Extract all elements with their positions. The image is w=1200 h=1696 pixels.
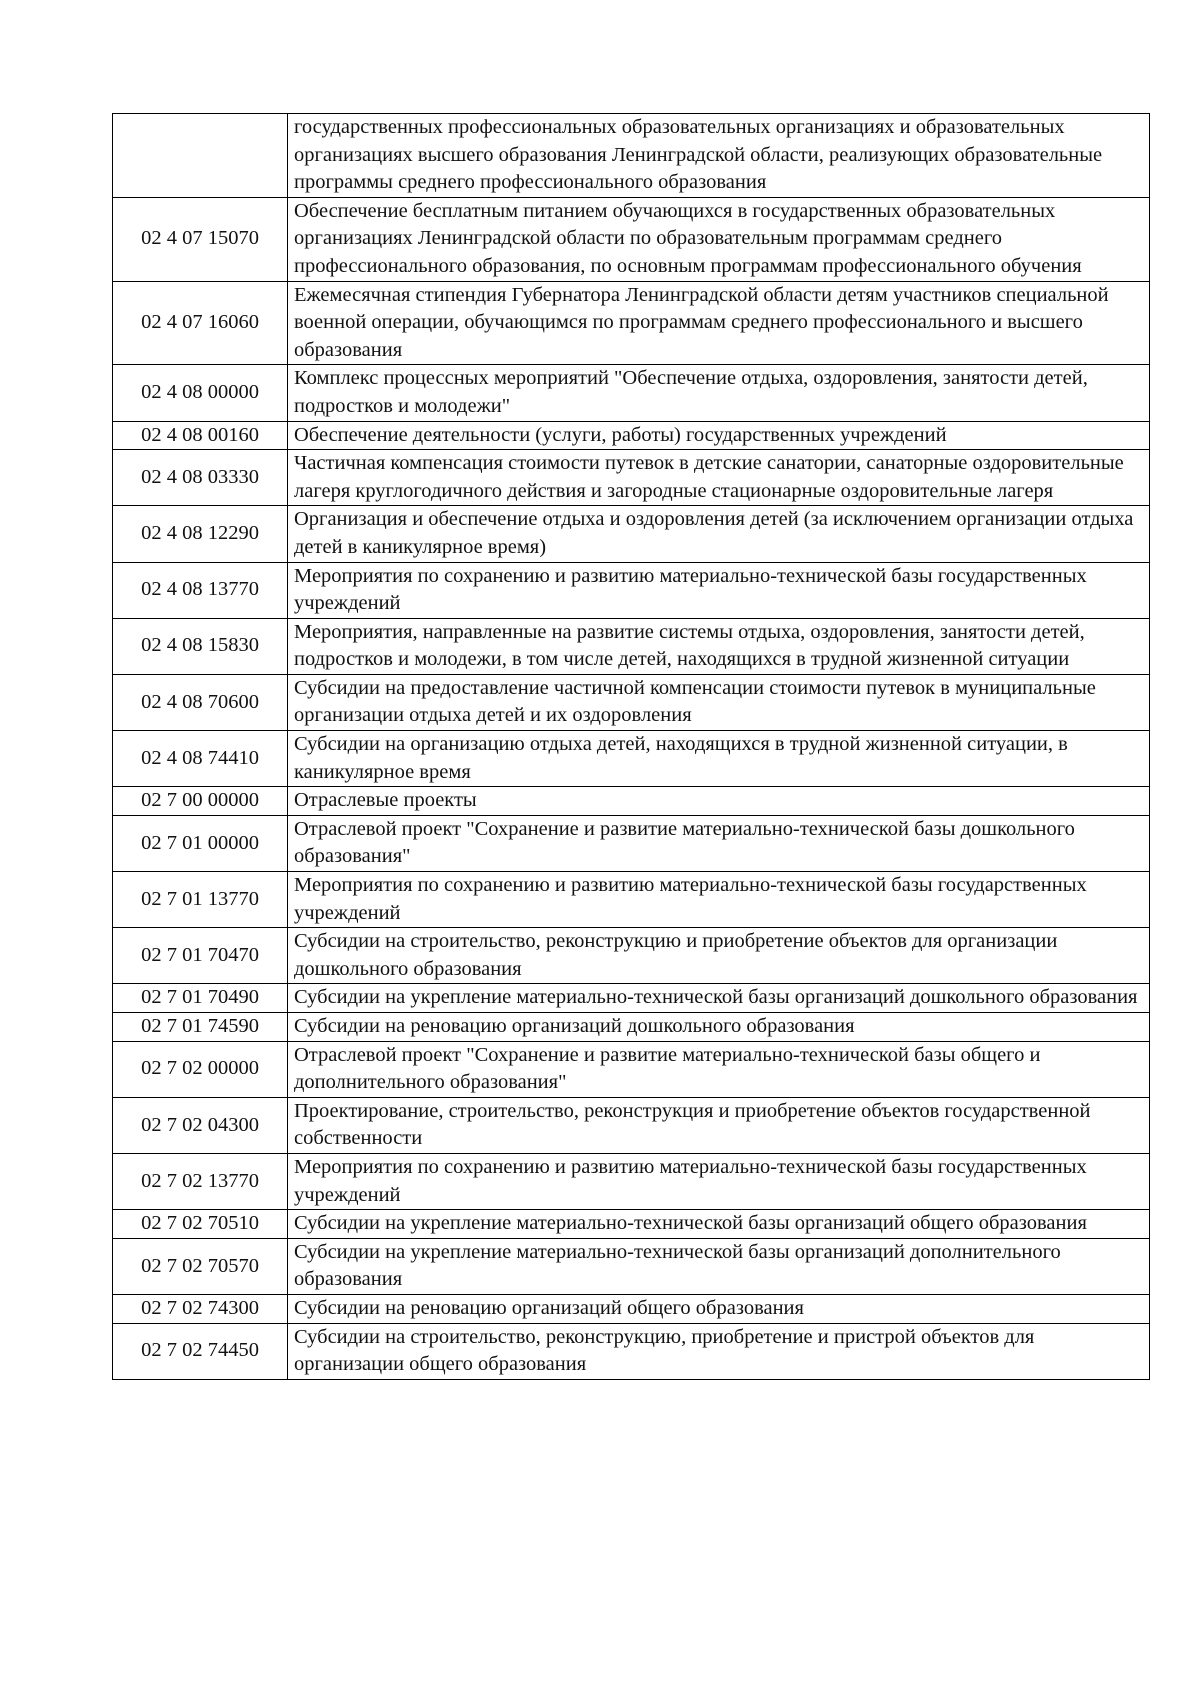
row-code-cell: 02 4 08 15830 (113, 618, 288, 674)
table-row (113, 815, 1150, 871)
row-code-cell: 02 4 08 12290 (113, 506, 288, 562)
table-row (113, 114, 1150, 198)
row-description-cell: Проектирование, строительство, реконструкция и приобретение объектов государственной собственности (288, 1097, 1150, 1153)
row-description-cell: Мероприятия, направленные на развитие системы отдыха, оздоровления, занятости детей, подростков и молодежи, в том числе детей, находящихся в трудной жизненной ситуации (288, 618, 1150, 674)
row-code-cell: 02 7 02 70570 (113, 1238, 288, 1294)
row-description-cell: Субсидии на укрепление материально-технической базы организаций дошкольного образования (288, 984, 1150, 1013)
row-description-cell: Отраслевой проект "Сохранение и развитие материально-технической базы общего и дополнительного образования" (288, 1041, 1150, 1097)
row-description-cell: Субсидии на предоставление частичной компенсации стоимости путевок в муниципальные организации отдыха детей и их оздоровления (288, 674, 1150, 730)
table-row (113, 1238, 1150, 1294)
row-description-cell: Субсидии на укрепление материально-технической базы организаций общего образования (288, 1210, 1150, 1239)
row-code-cell: 02 7 02 74450 (113, 1323, 288, 1379)
row-code-cell: 02 4 08 70600 (113, 674, 288, 730)
table-row (113, 787, 1150, 816)
row-code-cell (113, 114, 288, 198)
table-row (113, 281, 1150, 365)
row-description-cell: Отраслевые проекты (288, 787, 1150, 816)
row-description-cell: Обеспечение деятельности (услуги, работы) государственных учреждений (288, 421, 1150, 450)
table-row (113, 1294, 1150, 1323)
row-code-cell: 02 7 01 00000 (113, 815, 288, 871)
table-row (113, 1210, 1150, 1239)
row-code-cell: 02 7 02 00000 (113, 1041, 288, 1097)
row-description-cell: Субсидии на строительство, реконструкцию и приобретение объектов для организации дошкольного образования (288, 928, 1150, 984)
table-row (113, 674, 1150, 730)
table-body (113, 114, 1150, 1380)
table-row (113, 450, 1150, 506)
row-code-cell: 02 4 07 15070 (113, 197, 288, 281)
table-row (113, 618, 1150, 674)
table-row (113, 506, 1150, 562)
row-description-cell: Отраслевой проект "Сохранение и развитие материально-технической базы дошкольного образования" (288, 815, 1150, 871)
row-description-cell: Частичная компенсация стоимости путевок в детские санатории, санаторные оздоровительные лагеря круглогодичного действия и загородные стационарные оздоровительные лагеря (288, 450, 1150, 506)
row-description-cell: Мероприятия по сохранению и развитию материально-технической базы государственных учреждений (288, 872, 1150, 928)
row-description-cell: Субсидии на укрепление материально-технической базы организаций дополнительного образования (288, 1238, 1150, 1294)
row-description-cell: Субсидии на организацию отдыха детей, находящихся в трудной жизненной ситуации, в каникулярное время (288, 731, 1150, 787)
row-code-cell: 02 7 02 70510 (113, 1210, 288, 1239)
row-description-cell: Ежемесячная стипендия Губернатора Ленинградской области детям участников специальной военной операции, обучающимся по программам среднего профессионального и высшего образования (288, 281, 1150, 365)
table-row (113, 1013, 1150, 1042)
row-description-cell: Субсидии на реновацию организаций общего образования (288, 1294, 1150, 1323)
row-code-cell: 02 4 08 00160 (113, 421, 288, 450)
table-row (113, 197, 1150, 281)
table-row (113, 928, 1150, 984)
table-row (113, 1041, 1150, 1097)
row-description-cell: Комплекс процессных мероприятий "Обеспечение отдыха, оздоровления, занятости детей, подростков и молодежи" (288, 365, 1150, 421)
row-code-cell: 02 4 08 03330 (113, 450, 288, 506)
row-code-cell: 02 7 00 00000 (113, 787, 288, 816)
row-description-cell: Субсидии на строительство, реконструкцию, приобретение и пристрой объектов для организации общего образования (288, 1323, 1150, 1379)
table-row (113, 1153, 1150, 1209)
row-description-cell: государственных профессиональных образовательных организациях и образовательных организациях высшего образования Ленинградской области, реализующих образовательные программы среднего профессионального образования (288, 114, 1150, 198)
row-description-cell: Субсидии на реновацию организаций дошкольного образования (288, 1013, 1150, 1042)
row-description-cell: Мероприятия по сохранению и развитию материально-технической базы государственных учреждений (288, 1153, 1150, 1209)
table-row (113, 1097, 1150, 1153)
table-row (113, 731, 1150, 787)
table-row (113, 562, 1150, 618)
row-description-cell: Мероприятия по сохранению и развитию материально-технической базы государственных учреждений (288, 562, 1150, 618)
table-row (113, 984, 1150, 1013)
row-code-cell: 02 7 02 04300 (113, 1097, 288, 1153)
table-row (113, 365, 1150, 421)
row-code-cell: 02 4 08 00000 (113, 365, 288, 421)
row-code-cell: 02 7 02 13770 (113, 1153, 288, 1209)
table-row (113, 421, 1150, 450)
row-code-cell: 02 7 01 13770 (113, 872, 288, 928)
budget-classification-table (112, 113, 1150, 1380)
row-code-cell: 02 7 02 74300 (113, 1294, 288, 1323)
table-row (113, 1323, 1150, 1379)
row-code-cell: 02 7 01 74590 (113, 1013, 288, 1042)
row-code-cell: 02 4 07 16060 (113, 281, 288, 365)
row-code-cell: 02 7 01 70470 (113, 928, 288, 984)
row-code-cell: 02 4 08 13770 (113, 562, 288, 618)
row-description-cell: Организация и обеспечение отдыха и оздоровления детей (за исключением организации отдыха детей в каникулярное время) (288, 506, 1150, 562)
row-code-cell: 02 4 08 74410 (113, 731, 288, 787)
row-code-cell: 02 7 01 70490 (113, 984, 288, 1013)
table-row (113, 872, 1150, 928)
row-description-cell: Обеспечение бесплатным питанием обучающихся в государственных образовательных организациях Ленинградской области по образовательным программам среднего профессионального образования, по основным программам профессионального обучения (288, 197, 1150, 281)
